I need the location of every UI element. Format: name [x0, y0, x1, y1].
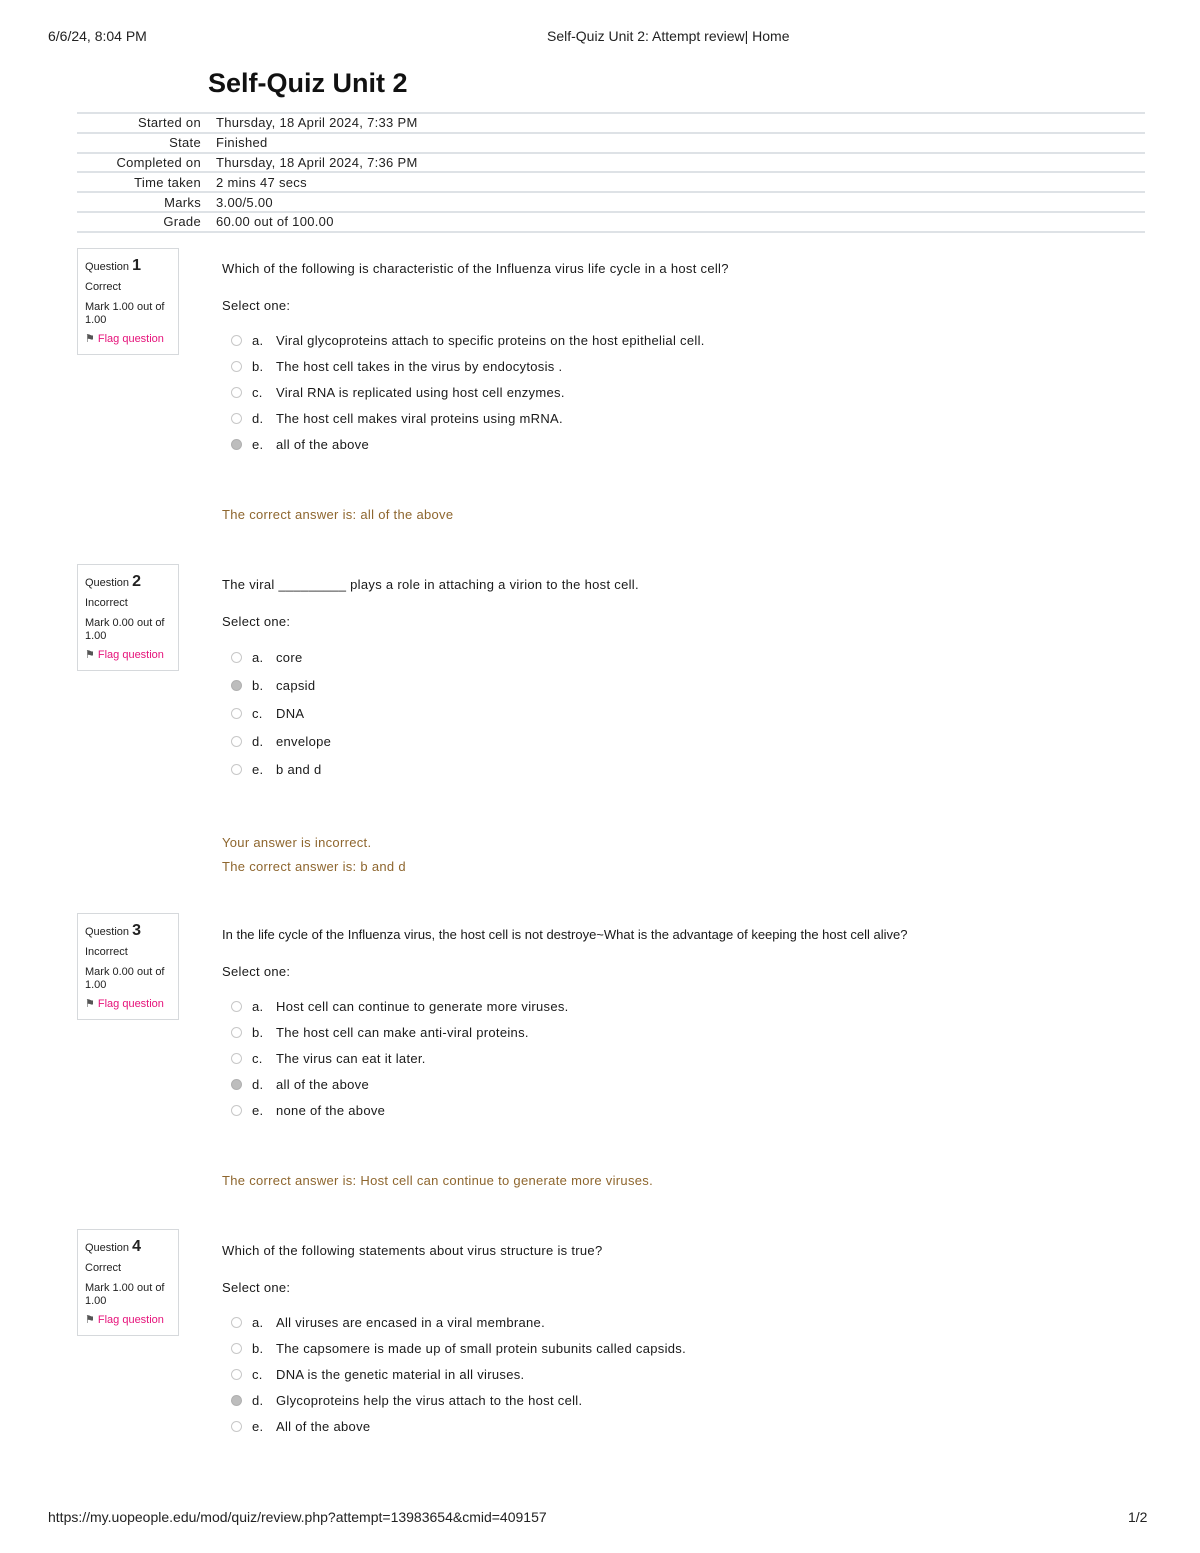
page-title: Self-Quiz Unit 2	[208, 68, 408, 98]
answer-text: capsid	[276, 677, 316, 693]
flag-question-label: Flag question	[97, 649, 164, 661]
answer-option[interactable]	[222, 1335, 1142, 1361]
answer-text: Viral glycoproteins attach to specific proteins on the host epithelial cell.	[276, 332, 705, 348]
answer-letter: b.	[252, 1024, 264, 1040]
answer-text: DNA is the genetic material in all viruses.	[276, 1366, 525, 1382]
flag-question-link[interactable]	[85, 998, 172, 1011]
radio-button[interactable]	[231, 1053, 242, 1064]
answer-letter: c.	[252, 705, 263, 721]
radio-button[interactable]	[231, 764, 242, 775]
select-one-prompt: Select one:	[222, 964, 291, 979]
question-number	[85, 922, 172, 940]
correct-answer-feedback: The correct answer is: all of the above	[222, 507, 454, 522]
print-page-title: Self-Quiz Unit 2: Attempt review| Home	[547, 28, 790, 44]
answer-text: core	[276, 649, 303, 665]
radio-button[interactable]	[231, 1001, 242, 1012]
radio-button[interactable]	[231, 1343, 242, 1354]
answer-letter: e.	[252, 761, 264, 777]
answer-letter: a.	[252, 998, 264, 1014]
feedback	[222, 1173, 1142, 1197]
feedback	[222, 835, 1142, 883]
answer-text: The host cell takes in the virus by endocytosis .	[276, 358, 563, 374]
summary-value: 3.00/5.00	[216, 194, 273, 210]
answer-text: all of the above	[276, 436, 369, 452]
flag-question-link[interactable]	[85, 333, 172, 346]
radio-button[interactable]	[231, 1369, 242, 1380]
answer-option[interactable]	[222, 1097, 1142, 1123]
question-info-1	[77, 248, 179, 355]
answer-option-selected[interactable]	[222, 431, 1142, 457]
question-content-1	[222, 261, 1142, 531]
answer-option[interactable]	[222, 1361, 1142, 1387]
answer-option-selected[interactable]	[222, 1071, 1142, 1097]
radio-button[interactable]	[231, 387, 242, 398]
answer-option[interactable]	[222, 1019, 1142, 1045]
summary-label: State	[169, 135, 201, 151]
question-text: In the life cycle of the Influenza virus, the host cell is not destroye~What is the advantage of keeping the host cell alive?	[222, 927, 908, 942]
attempt-summary-table	[77, 112, 1145, 233]
question-grade: Mark 1.00 out of 1.00	[85, 1282, 165, 1307]
summary-row-completed	[77, 152, 1145, 172]
flag-icon: ⚑	[85, 1314, 95, 1326]
summary-label: Time taken	[134, 174, 201, 190]
answer-letter: a.	[252, 649, 264, 665]
answer-letter: b.	[252, 677, 264, 693]
select-one-prompt: Select one:	[222, 1280, 291, 1295]
answer-text: b and d	[276, 761, 322, 777]
answer-text: The capsomere is made up of small protein subunits called capsids.	[276, 1340, 686, 1356]
answer-letter: b.	[252, 1340, 264, 1356]
answer-text: The host cell can make anti-viral proteins.	[276, 1024, 529, 1040]
answer-text: DNA	[276, 705, 305, 721]
radio-button[interactable]	[231, 361, 242, 372]
answer-text: The virus can eat it later.	[276, 1050, 426, 1066]
question-info-2	[77, 564, 179, 671]
question-prefix: Question	[85, 926, 130, 938]
answer-option[interactable]	[222, 379, 1142, 405]
flag-question-label: Flag question	[97, 333, 164, 345]
answer-option[interactable]	[222, 1045, 1142, 1071]
question-number	[85, 573, 172, 591]
flag-question-link[interactable]	[85, 1314, 172, 1327]
answer-option[interactable]	[222, 353, 1142, 379]
summary-value: Finished	[216, 135, 268, 151]
answer-option[interactable]	[222, 699, 1142, 727]
radio-button-checked[interactable]	[231, 1079, 242, 1090]
radio-button[interactable]	[231, 1027, 242, 1038]
select-one-prompt: Select one:	[222, 614, 291, 629]
page-number: 1/2	[1128, 1509, 1148, 1525]
summary-value: Thursday, 18 April 2024, 7:33 PM	[216, 115, 418, 131]
answer-option[interactable]	[222, 755, 1142, 783]
radio-button[interactable]	[231, 1105, 242, 1116]
answer-text: The host cell makes viral proteins using mRNA.	[276, 410, 563, 426]
answer-option[interactable]	[222, 327, 1142, 353]
flag-icon: ⚑	[85, 649, 95, 661]
answer-option[interactable]	[222, 993, 1142, 1019]
answer-text: Glycoproteins help the virus attach to the host cell.	[276, 1392, 583, 1408]
answer-text: none of the above	[276, 1102, 386, 1118]
flag-question-label: Flag question	[97, 998, 164, 1010]
summary-value: 60.00 out of 100.00	[216, 214, 334, 230]
question-grade: Mark 0.00 out of 1.00	[85, 617, 165, 642]
answer-letter: d.	[252, 1076, 264, 1092]
question-text: Which of the following is characteristic of the Influenza virus life cycle in a host cell?	[222, 261, 729, 276]
radio-button[interactable]	[231, 1421, 242, 1432]
summary-label: Marks	[164, 194, 201, 210]
question-info-4	[77, 1229, 179, 1336]
summary-label: Grade	[163, 214, 201, 230]
summary-value: 2 mins 47 secs	[216, 174, 307, 190]
question-info-3	[77, 913, 179, 1020]
answer-text: Viral RNA is replicated using host cell enzymes.	[276, 384, 565, 400]
answer-text: all of the above	[276, 1076, 369, 1092]
question-text: The viral _________ plays a role in attaching a virion to the host cell.	[222, 577, 639, 592]
answer-text: Host cell can continue to generate more viruses.	[276, 998, 569, 1014]
flag-question-label: Flag question	[97, 1314, 164, 1326]
question-number-value: 1	[132, 257, 141, 274]
question-number	[85, 257, 172, 275]
answer-letter: d.	[252, 410, 264, 426]
answer-list	[222, 993, 1142, 1123]
summary-row-state	[77, 132, 1145, 152]
answer-option[interactable]	[222, 1309, 1142, 1335]
summary-value: Thursday, 18 April 2024, 7:36 PM	[216, 154, 418, 170]
radio-button-checked[interactable]	[231, 1395, 242, 1406]
answer-letter: e.	[252, 1418, 264, 1434]
answer-option-selected[interactable]	[222, 671, 1142, 699]
question-grade: Mark 0.00 out of 1.00	[85, 966, 165, 991]
question-prefix: Question	[85, 1242, 130, 1254]
answer-letter: a.	[252, 1314, 264, 1330]
question-number-value: 2	[132, 573, 141, 590]
incorrect-feedback: Your answer is incorrect.	[222, 835, 372, 850]
answer-letter: c.	[252, 384, 263, 400]
summary-row-time-taken	[77, 171, 1145, 191]
correct-answer-feedback: The correct answer is: b and d	[222, 859, 406, 874]
question-prefix: Question	[85, 577, 130, 589]
question-state: Incorrect	[85, 946, 128, 958]
flag-icon: ⚑	[85, 333, 95, 345]
summary-row-started	[77, 112, 1145, 132]
radio-button[interactable]	[231, 736, 242, 747]
question-number	[85, 1238, 172, 1256]
question-content-2	[222, 577, 1142, 883]
answer-text: envelope	[276, 733, 332, 749]
page-url: https://my.uopeople.edu/mod/quiz/review.php?attempt=13983654&cmid=409157	[48, 1509, 547, 1525]
radio-button-checked[interactable]	[231, 439, 242, 450]
question-state: Incorrect	[85, 597, 128, 609]
radio-button[interactable]	[231, 1317, 242, 1328]
answer-letter: b.	[252, 358, 264, 374]
radio-button[interactable]	[231, 335, 242, 346]
correct-answer-feedback: The correct answer is: Host cell can continue to generate more viruses.	[222, 1173, 653, 1188]
answer-letter: d.	[252, 733, 264, 749]
answer-letter: c.	[252, 1050, 263, 1066]
question-content-3	[222, 927, 1142, 1197]
radio-button[interactable]	[231, 413, 242, 424]
question-content-4	[222, 1243, 1142, 1439]
summary-row-marks	[77, 191, 1145, 211]
summary-label: Completed on	[116, 154, 201, 170]
radio-button[interactable]	[231, 652, 242, 663]
radio-button-checked[interactable]	[231, 680, 242, 691]
question-state: Correct	[85, 281, 122, 293]
answer-text: All viruses are encased in a viral membrane.	[276, 1314, 545, 1330]
answer-option[interactable]	[222, 405, 1142, 431]
summary-row-grade	[77, 211, 1145, 233]
answer-letter: c.	[252, 1366, 263, 1382]
answer-list	[222, 1309, 1142, 1439]
feedback	[222, 507, 1142, 531]
question-prefix: Question	[85, 261, 130, 273]
answer-letter: e.	[252, 436, 264, 452]
answer-option[interactable]	[222, 1413, 1142, 1439]
answer-option[interactable]	[222, 727, 1142, 755]
question-number-value: 3	[132, 922, 141, 939]
answer-list	[222, 327, 1142, 457]
question-state: Correct	[85, 1262, 122, 1274]
question-number-value: 4	[132, 1238, 141, 1255]
answer-letter: d.	[252, 1392, 264, 1408]
question-grade: Mark 1.00 out of 1.00	[85, 301, 165, 326]
answer-text: All of the above	[276, 1418, 371, 1434]
flag-icon: ⚑	[85, 998, 95, 1010]
answer-option-selected[interactable]	[222, 1387, 1142, 1413]
radio-button[interactable]	[231, 708, 242, 719]
answer-letter: e.	[252, 1102, 264, 1118]
flag-question-link[interactable]	[85, 649, 172, 662]
answer-option[interactable]	[222, 643, 1142, 671]
answer-letter: a.	[252, 332, 264, 348]
question-text: Which of the following statements about virus structure is true?	[222, 1243, 603, 1258]
select-one-prompt: Select one:	[222, 298, 291, 313]
answer-list	[222, 643, 1142, 783]
print-datetime: 6/6/24, 8:04 PM	[48, 28, 147, 44]
summary-label: Started on	[138, 115, 201, 131]
